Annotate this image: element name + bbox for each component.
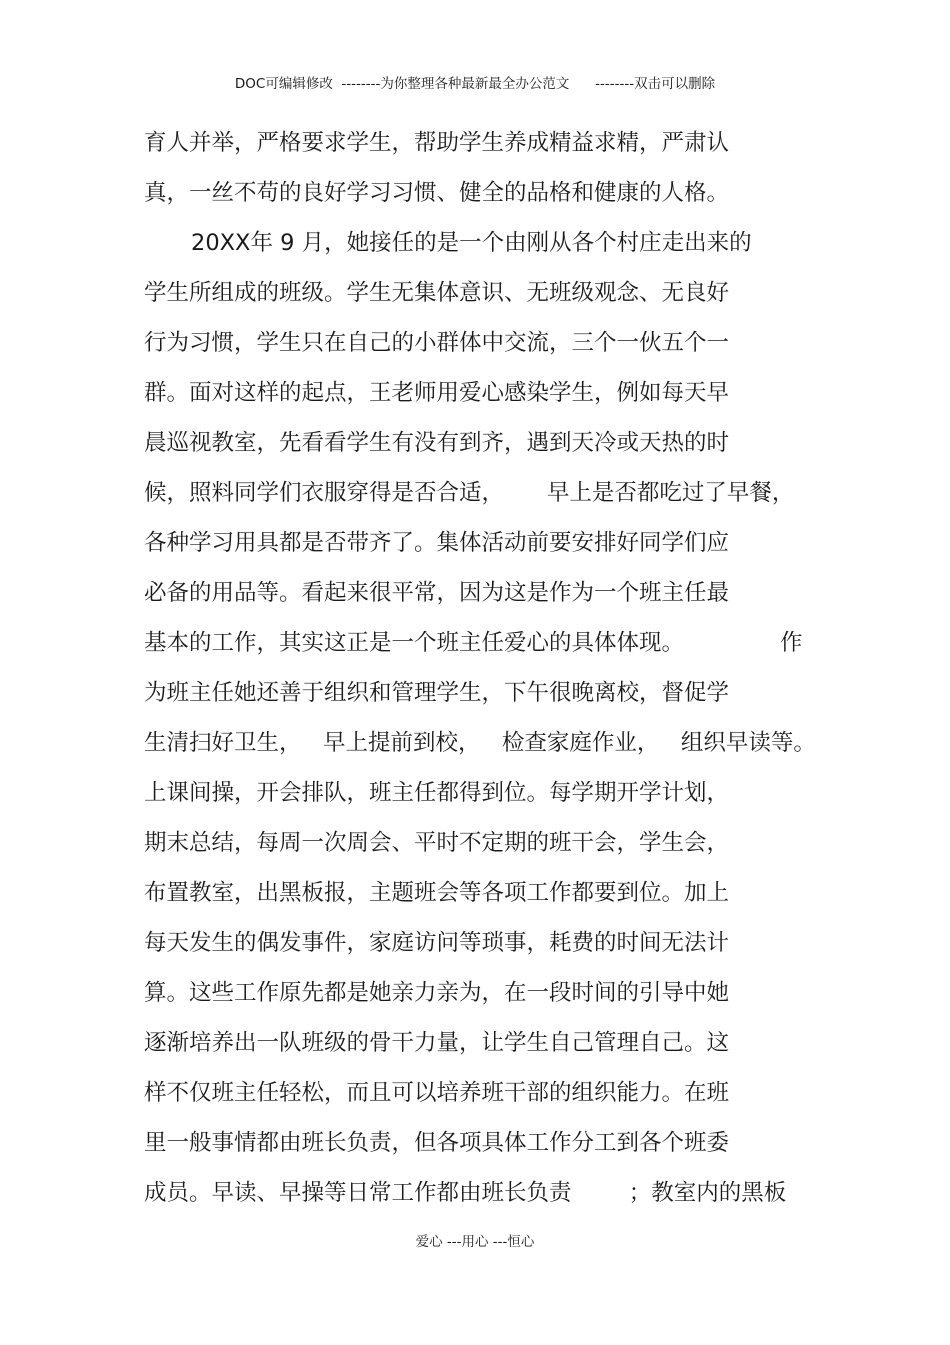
page-header: DOC可编辑修改 --------为你整理各种最新最全办公范文 --------双击可以删除	[234, 76, 716, 92]
paragraph-line: 必备的用品等。看起来很平常，因为这是作为一个班主任最	[144, 580, 730, 606]
paragraph-line: 真，一丝不苟的良好学习习惯、健全的品格和健康的人格。	[144, 180, 730, 206]
paragraph-line: 每天发生的偶发事件，家庭访问等琐事，耗费的时间无法计	[144, 930, 730, 956]
paragraph-line: 20XX年 9 月，她接任的是一个由刚从各个村庄走出来的	[191, 230, 752, 256]
paragraph-line: 算。这些工作原先都是她亲力亲为，在一段时间的引导中她	[144, 980, 730, 1006]
paragraph-line: 生清扫好卫生， 早上提前到校， 检查家庭作业， 组织早读等。	[144, 730, 816, 756]
paragraph-line: 期末总结，每周一次周会、平时不定期的班干会，学生会，	[144, 830, 730, 856]
paragraph-line: 各种学习用具都是否带齐了。集体活动前要安排好同学们应	[144, 530, 730, 556]
paragraph-line: 行为习惯，学生只在自己的小群体中交流，三个一伙五个一	[144, 330, 730, 356]
paragraph-line: 逐渐培养出一队班级的骨干力量，让学生自己管理自己。这	[144, 1030, 730, 1056]
paragraph-line-tail: 作	[780, 630, 803, 656]
paragraph-line: 样不仅班主任轻松，而且可以培养班干部的组织能力。在班	[144, 1080, 730, 1106]
paragraph-line: 候，照料同学们衣服穿得是否合适， 早上是否都吃过了早餐，	[144, 480, 795, 506]
paragraph-line: 布置教室，出黑板报，主题班会等各项工作都要到位。加上	[144, 880, 730, 906]
paragraph-line: 基本的工作，其实这正是一个班主任爱心的具体体现。	[144, 630, 685, 656]
paragraph-line: 群。面对这样的起点，王老师用爱心感染学生，例如每天早	[144, 380, 730, 406]
paragraph-line: 晨巡视教室，先看看学生有没有到齐，遇到天冷或天热的时	[144, 430, 730, 456]
paragraph-line: 上课间操，开会排队，班主任都得到位。每学期开学计划，	[144, 780, 730, 806]
page-footer: 爱心 ---用心 ---恒心	[415, 1234, 535, 1250]
paragraph-line: 育人并举，严格要求学生，帮助学生养成精益求精，严肃认	[144, 130, 730, 156]
paragraph-line: 里一般事情都由班长负责，但各项具体工作分工到各个班委	[144, 1130, 730, 1156]
paragraph-line: 成员。早读、早操等日常工作都由班长负责 ；教室内的黑板	[144, 1180, 787, 1206]
paragraph-line: 学生所组成的班级。学生无集体意识、无班级观念、无良好	[144, 280, 730, 306]
paragraph-line: 为班主任她还善于组织和管理学生，下午很晚离校，督促学	[144, 680, 730, 706]
